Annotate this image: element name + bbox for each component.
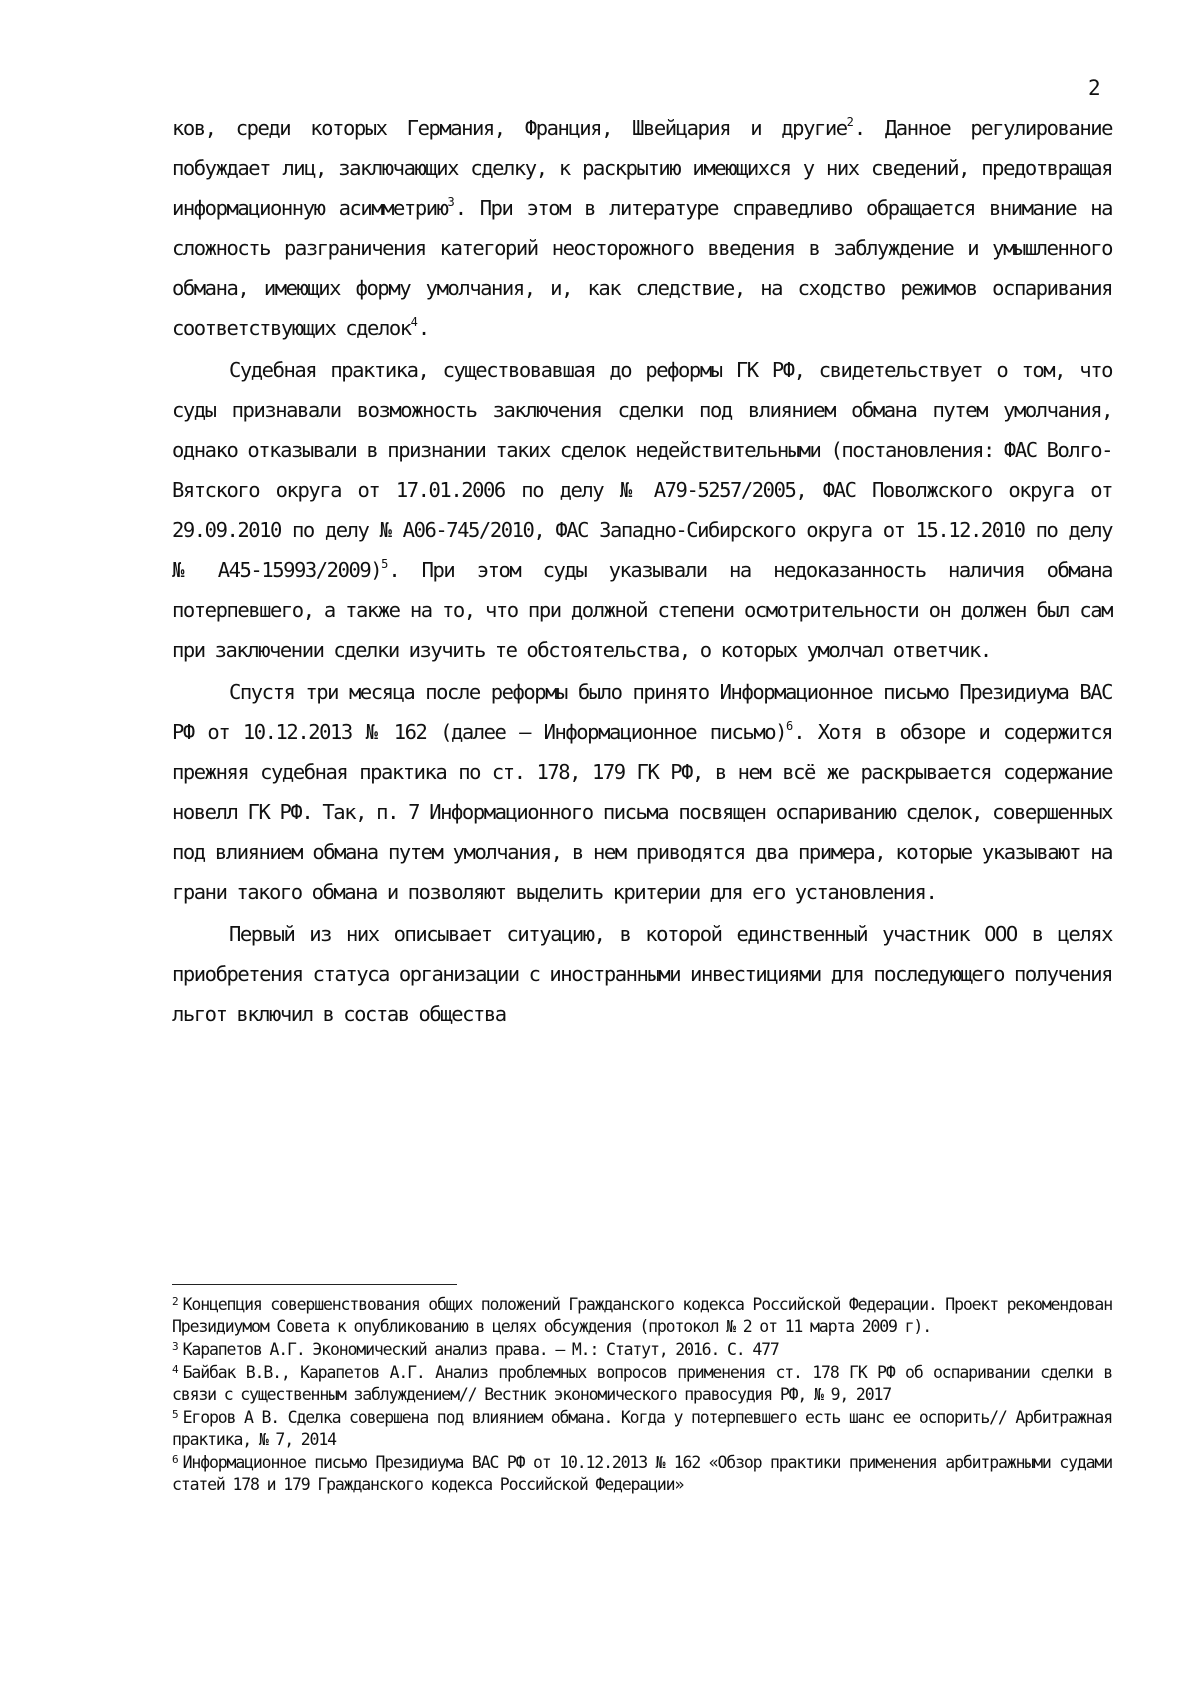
- paragraph: [172, 914, 1112, 1034]
- footnote: [172, 1339, 1112, 1361]
- footnote-text: Егоров А В. Сделка совершена под влиянием обмана. Когда у потерпевшего есть шанс ее оспорить// Арбитражная практика, № 7, 2014: [172, 1408, 1112, 1449]
- paragraph: [172, 108, 1112, 348]
- text-run: . При этом в литературе справедливо обращается внимание на сложность разграничения категорий неосторожного введения в заблуждение и умышленного обмана, имеющих форму умолчания, и, как следствие, на сходство режимов оспаривания соответствующих сделок: [172, 196, 1112, 340]
- text-run: . Хотя в обзоре и содержится прежняя судебная практика по ст. 178, 179 ГК РФ, в нем всё же раскрывается содержание новелл ГК РФ. Так, п. 7 Информационного письма посвящен оспариванию сделок, совершенных под влиянием обмана путем умолчания, в нем приводятся два примера, которые указывают на грани такого обмана и позволяют выделить критерии для его установления.: [172, 720, 1113, 904]
- text-run: . Данное регулирование побуждает лиц, заключающих сделку, к раскрытию имеющихся у них сведений, предотвращая информационную асимметрию: [172, 116, 1112, 220]
- paragraph: [172, 350, 1112, 670]
- text-run: Судебная практика, существовавшая до реформы ГК РФ, свидетельствует о том, что суды признавали возможность заключения сделки под влиянием обмана путем умолчания, однако отказывали в признании таких сделок недействительными (постановления: ФАС Волго-Вятского округа от 17.01.2006 по делу № А79-5257/2005, ФАС Поволжского округа от 29.09.2010 по делу № А06-745/2010, ФАС Западно-Сибирского округа от 15.12.2010 по делу № А45-15993/2009): [172, 358, 1112, 582]
- text-run: ков, среди которых Германия, Франция, Швейцария и другие: [172, 116, 847, 140]
- footnote: [172, 1407, 1112, 1451]
- footnote-mark: 6: [172, 1453, 179, 1466]
- footnote: [172, 1362, 1112, 1406]
- footnote-text: Карапетов А.Г. Экономический анализ права. – М.: Статут, 2016. С. 477: [182, 1340, 779, 1359]
- text-run: Первый из них описывает ситуацию, в которой единственный участник ООО в целях приобретения статуса организации с иностранными инвестициями для последующего получения льгот включил в состав общества: [172, 922, 1112, 1026]
- footnote-mark: 5: [172, 1408, 179, 1421]
- footnote-ref[interactable]: 4: [410, 315, 418, 329]
- footnote-text: Концепция совершенствования общих положений Гражданского кодекса Российской Федерации. Проект рекомендован Президиумом Совета к опубликованию в целях обсуждения (протокол № 2 от 11 марта 2009 г).: [172, 1295, 1112, 1336]
- footnote-text: Информационное письмо Президиума ВАС РФ от 10.12.2013 № 162 «Обзор практики применения арбитражными судами статей 178 и 179 Гражданского кодекса Российской Федерации»: [172, 1453, 1112, 1494]
- footnotes: [172, 1294, 1112, 1497]
- footnote-mark: 3: [172, 1340, 179, 1353]
- paragraph: [172, 672, 1112, 912]
- footnote-ref[interactable]: 3: [447, 195, 455, 209]
- text-run: .: [417, 316, 429, 340]
- footnote-separator: [172, 1284, 457, 1285]
- page-number: 2: [1088, 76, 1101, 100]
- footnote-ref[interactable]: 5: [381, 557, 389, 571]
- footnote-text: Байбак В.В., Карапетов А.Г. Анализ проблемных вопросов применения ст. 178 ГК РФ об оспаривании сделки в связи с существенным заблуждением// Вестник экономического правосудия РФ, № 9, 2017: [172, 1363, 1112, 1404]
- footnote-mark: 4: [172, 1363, 179, 1376]
- footnote-mark: 2: [172, 1295, 179, 1308]
- text-run: Спустя три месяца после реформы было принято Информационное письмо Президиума ВАС РФ от 10.12.2013 № 162 (далее – Информационное письмо): [172, 680, 1112, 744]
- text-run: . При этом суды указывали на недоказанность наличия обмана потерпевшего, а также на то, что при должной степени осмотрительности он должен был сам при заключении сделки изучить те обстоятельства, о которых умолчал ответчик.: [172, 558, 1112, 662]
- footnote: [172, 1452, 1112, 1496]
- footnote: [172, 1294, 1112, 1338]
- body-text: [172, 108, 1112, 1034]
- footnote-ref[interactable]: 2: [846, 115, 854, 129]
- footnote-ref[interactable]: 6: [786, 719, 794, 733]
